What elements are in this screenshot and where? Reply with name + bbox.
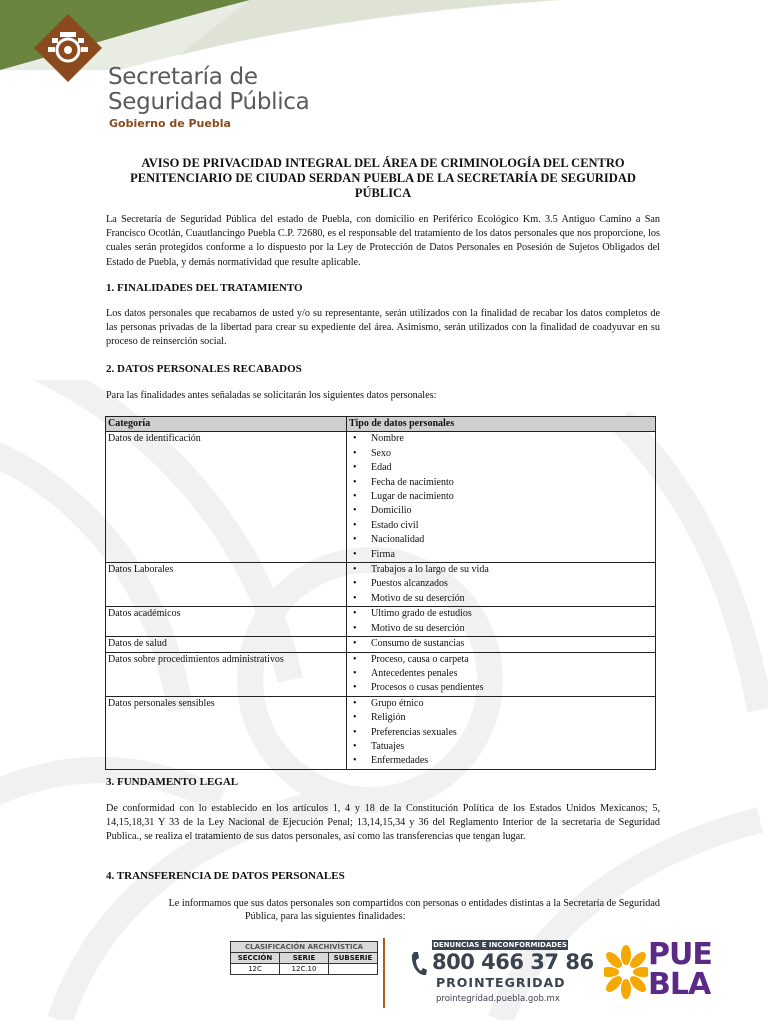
list-item: • Edad <box>349 461 653 475</box>
table-row <box>106 432 656 563</box>
section-2-heading: 2. DATOS PERSONALES RECABADOS <box>106 363 302 375</box>
table-cell-types <box>347 652 656 696</box>
data-type-list <box>349 637 653 651</box>
list-item: • Consumo de sustancias <box>349 637 653 651</box>
col-subserie: SUBSERIE <box>329 953 378 964</box>
list-item: • Enfermedades <box>349 754 653 768</box>
list-item: • Estado civil <box>349 519 653 533</box>
val-serie: 12C.10 <box>280 964 329 975</box>
section-1-heading: 1. FINALIDADES DEL TRATAMIENTO <box>106 282 303 294</box>
col-serie: SERIE <box>280 953 329 964</box>
puebla-flower-icon <box>604 942 648 1002</box>
list-item: • Motivo de su deserción <box>349 592 653 606</box>
list-item: • Trabajos a lo largo de su vida <box>349 563 653 577</box>
list-item: • Firma <box>349 548 653 562</box>
document-title: AVISO DE PRIVACIDAD INTEGRAL DEL ÁREA DE CRIMINOLOGÍA DEL CENTRO PENITENCIARIO DE CIUDAD SERDAN PUEBLA DE LA SECRETARÍA DE SEGURIDAD PÚBLICA <box>130 156 636 200</box>
brand-line-2: Seguridad Pública <box>108 89 310 115</box>
puebla-wordmark-top: PUE <box>648 937 712 972</box>
list-item: • Nacionalidad <box>349 533 653 547</box>
list-item: • Puestos alcanzados <box>349 577 653 591</box>
table-cell-category: Datos Laborales <box>106 563 347 607</box>
ssp-emblem-icon <box>34 14 102 82</box>
section-3-heading: 3. FUNDAMENTO LEGAL <box>106 776 239 788</box>
puebla-wordmark-bottom: BLA <box>648 967 711 1002</box>
table-header-row <box>106 417 656 432</box>
data-type-list <box>349 697 653 769</box>
list-item: • Grupo étnico <box>349 697 653 711</box>
table-row <box>106 652 656 696</box>
list-item: • Domicilio <box>349 504 653 518</box>
table-cell-types <box>347 696 656 769</box>
table-header-category: Categoría <box>106 417 347 432</box>
table-cell-types <box>347 432 656 563</box>
table-cell-category: Datos de identificación <box>106 432 347 563</box>
table-cell-types <box>347 563 656 607</box>
table-cell-category: Datos personales sensibles <box>106 696 347 769</box>
list-item: • Nombre <box>349 432 653 446</box>
list-item: • Ultimo grado de estudios <box>349 607 653 621</box>
data-type-list <box>349 607 653 636</box>
section-4-paragraph-a: Le informamos que sus datos personales son compartidos con personas o entidades distintas a la Secretaría de Seguridad <box>168 898 660 909</box>
section-1-paragraph: Los datos personales que recabamos de usted y/o su representante, serán utilizados con la finalidad de recabar los datos completos de las personas privadas de la libertad para crear su expediente del área. Asimismo, serán utilizados con la finalidad de coadyuvar en su proceso de reinserción social. <box>106 308 660 348</box>
intro-paragraph: La Secretaría de Seguridad Pública del estado de Puebla, con domicilio en Periférico Ecológico Km. 3.5 Antiguo Camino a San Francisco Ocotlán, Cuautlancingo Puebla C.P. 72680, es el responsable del tratamiento de los datos personales que nos proporcione, los cuales serán protegidos conforme a lo dispuesto por la Ley de Protección de Datos Personales en Posesión de Sujetos Obligados del Estado de Puebla, y demás normatividad que resulte aplicable. <box>106 214 660 268</box>
data-type-list <box>349 432 653 562</box>
table-cell-category: Datos sobre procedimientos administrativos <box>106 652 347 696</box>
brand-line-1: Secretaría de <box>108 64 258 90</box>
list-item: • Religión <box>349 711 653 725</box>
hotline-number: 800 466 37 86 <box>432 950 594 974</box>
list-item: • Tatuajes <box>349 740 653 754</box>
col-seccion: SECCIÓN <box>231 953 280 964</box>
archival-classification-title: CLASIFICACIÓN ARCHIVÍSTICA <box>231 942 378 953</box>
list-item: • Lugar de nacimiento <box>349 490 653 504</box>
table-cell-types <box>347 607 656 637</box>
section-4-paragraph-b: Pública, para las siguientes finalidades: <box>245 911 406 922</box>
val-subserie <box>329 964 378 975</box>
table-header-type: Tipo de datos personales <box>347 417 656 432</box>
val-seccion: 12C <box>231 964 280 975</box>
prointegridad-url: prointegridad.puebla.gob.mx <box>436 994 560 1004</box>
ssp-logo <box>34 14 334 134</box>
prointegridad-wordmark: PROINTEGRIDAD <box>436 975 566 990</box>
list-item: • Antecedentes penales <box>349 667 653 681</box>
list-item: • Motivo de su deserción <box>349 622 653 636</box>
table-row <box>106 696 656 769</box>
data-type-list <box>349 563 653 606</box>
personal-data-table <box>105 416 656 770</box>
list-item: • Proceso, causa o carpeta <box>349 653 653 667</box>
archival-classification-table <box>230 941 378 975</box>
table-cell-category: Datos académicos <box>106 607 347 637</box>
denuncias-label: DENUNCIAS E INCONFORMIDADES <box>433 941 567 949</box>
table-cell-types <box>347 637 656 652</box>
phone-icon <box>410 951 428 977</box>
table-cell-category: Datos de salud <box>106 637 347 652</box>
footer-separator <box>383 938 385 1008</box>
section-2-paragraph: Para las finalidades antes señaladas se solicitarán los siguientes datos personales: <box>106 390 437 401</box>
list-item: • Fecha de nacimiento <box>349 476 653 490</box>
table-row <box>106 607 656 637</box>
list-item: • Sexo <box>349 447 653 461</box>
table-row <box>106 637 656 652</box>
list-item: • Procesos o cusas pendientes <box>349 681 653 695</box>
brand-subtitle: Gobierno de Puebla <box>109 117 231 130</box>
section-3-paragraph: De conformidad con lo establecido en los artículos 1, 4 y 18 de la Constitución Política de los Estados Unidos Mexicanos; 5, 14,15,18,31 Y 33 de la Ley Nacional de Ejecución Penal; 13,14,15,34 y 36 del Reglamento Interior de la secretaria de Seguridad Publica., se realiza el tratamiento de sus datos personales, así como las transferencias que tengan lugar. <box>106 803 660 843</box>
data-type-list <box>349 653 653 696</box>
table-row <box>106 563 656 607</box>
section-4-heading: 4. TRANSFERENCIA DE DATOS PERSONALES <box>106 870 345 882</box>
list-item: • Preferencias sexuales <box>349 726 653 740</box>
